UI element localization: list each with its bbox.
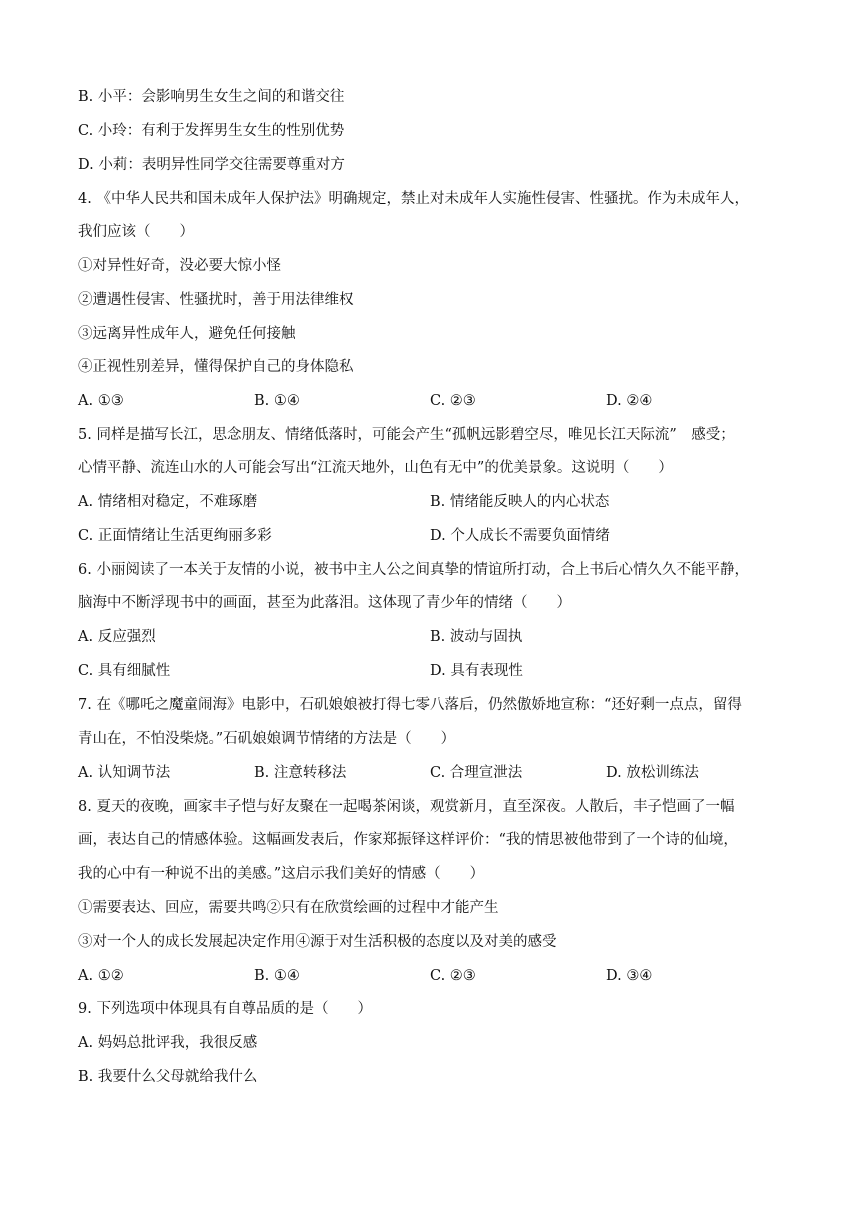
q6-stem-line-1: 6. 小丽阅读了一本关于友情的小说，被书中主人公之间真挚的情谊所打动，合上书后心情久久不能平静，	[78, 562, 749, 578]
q3-option-b: B. 小平：会影响男生女生之间的和谐交往	[78, 89, 345, 105]
q5-option-c: C. 正面情绪让生活更绚丽多彩	[78, 528, 272, 544]
q4-option-a: A. ①③	[78, 393, 124, 409]
q8-items-3-4: ③对一个人的成长发展起决定作用④源于对生活积极的态度以及对美的感受	[78, 934, 557, 950]
q3-option-d: D. 小莉：表明异性同学交往需要尊重对方	[78, 157, 345, 173]
q4-item-4: ④正视性别差异，懂得保护自己的身体隐私	[78, 359, 354, 375]
q6-option-c: C. 具有细腻性	[78, 663, 171, 679]
q6-option-a: A. 反应强烈	[78, 629, 156, 645]
q4-stem-line-2: 我们应该（ ）	[78, 224, 194, 240]
q6-option-b: B. 波动与固执	[430, 629, 523, 645]
q4-option-b: B. ①④	[254, 393, 300, 409]
q5-option-a: A. 情绪相对稳定，不难琢磨	[78, 494, 258, 510]
q8-stem-line-2: 画，表达自己的情感体验。这幅画发表后，作家郑振铎这样评价：“我的情思被他带到了一个诗的仙境，	[78, 832, 738, 848]
q5-stem-line-2: 心情平静、流连山水的人可能会写出“江流天地外，山色有无中”的优美景象。这说明（ ）	[78, 460, 673, 476]
q5-option-d: D. 个人成长不需要负面情绪	[430, 528, 610, 544]
q8-option-a: A. ①②	[78, 968, 124, 984]
q5-stem-line-1: 5. 同样是描写长江，思念朋友、情绪低落时，可能会产生“孤帆远影碧空尽，唯见长江天际流” 感受；	[78, 427, 735, 443]
q8-items-1-2: ①需要表达、回应，需要共鸣②只有在欣赏绘画的过程中才能产生	[78, 900, 499, 916]
q7-option-b: B. 注意转移法	[254, 765, 347, 781]
q4-item-3: ③远离异性成年人，避免任何接触	[78, 326, 296, 342]
q9-stem: 9. 下列选项中体现具有自尊品质的是（ ）	[78, 1001, 372, 1017]
q4-item-2: ②遭遇性侵害、性骚扰时，善于用法律维权	[78, 292, 354, 308]
q7-stem-line-1: 7. 在《哪吒之魔童闹海》电影中，石矶娘娘被打得七零八落后，仍然傲娇地宣称：“还好剩一点点，留得	[78, 697, 742, 713]
q8-stem-line-1: 8. 夏天的夜晚，画家丰子恺与好友聚在一起喝茶闲谈，观赏新月，直至深夜。人散后，丰子恺画了一幅	[78, 799, 735, 815]
q7-option-d: D. 放松训练法	[606, 765, 699, 781]
q6-stem-line-2: 脑海中不断浮现书中的画面，甚至为此落泪。这体现了青少年的情绪（ ）	[78, 595, 571, 611]
q3-option-c: C. 小玲：有利于发挥男生女生的性别优势	[78, 123, 345, 139]
q4-item-1: ①对异性好奇，没必要大惊小怪	[78, 258, 281, 274]
q4-stem-line-1: 4. 《中华人民共和国未成年人保护法》明确规定，禁止对未成年人实施性侵害、性骚扰。作为未成年人，	[78, 191, 749, 207]
q8-option-d: D. ③④	[606, 968, 653, 984]
q7-stem-line-2: 青山在，不怕没柴烧。”石矶娘娘调节情绪的方法是（ ）	[78, 731, 456, 747]
q7-option-a: A. 认知调节法	[78, 765, 171, 781]
q4-option-d: D. ②④	[606, 393, 653, 409]
q6-option-d: D. 具有表现性	[430, 663, 523, 679]
q4-option-c: C. ②③	[430, 393, 476, 409]
q7-option-c: C. 合理宣泄法	[430, 765, 523, 781]
q8-stem-line-3: 我的心中有一种说不出的美感。”这启示我们美好的情感（ ）	[78, 866, 485, 882]
q9-option-b: B. 我要什么父母就给我什么	[78, 1069, 258, 1085]
q9-option-a: A. 妈妈总批评我，我很反感	[78, 1035, 258, 1051]
q5-option-b: B. 情绪能反映人的内心状态	[430, 494, 610, 510]
q8-option-b: B. ①④	[254, 968, 300, 984]
q8-option-c: C. ②③	[430, 968, 476, 984]
